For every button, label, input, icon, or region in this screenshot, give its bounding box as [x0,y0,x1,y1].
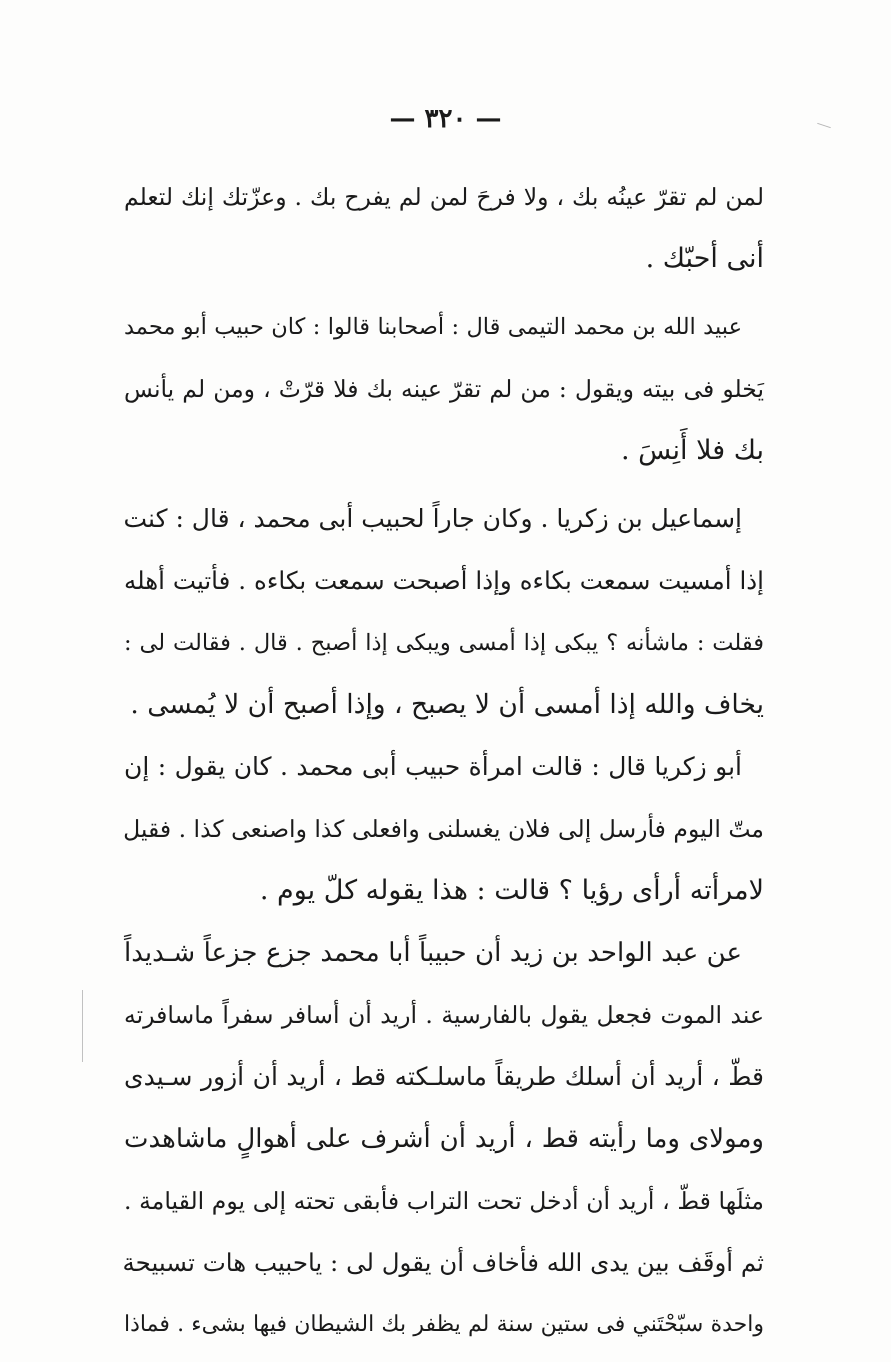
text-line: قطّ ، أريد أن أسلك طريقاً ماسلـكته قط ، أريد أن أزور سـيدى [124,1062,764,1091]
paragraph [124,296,764,482]
text-line: لمن لم تقرّ عينُه بك ، ولا فرحَ لمن لم يفرح بك . وعزّتك إنك لتعلم [124,183,764,211]
text-line: متّ اليوم فأرسل إلى فلان يغسلنى وافعلى كذا واصنعى كذا . فقيل [123,815,764,843]
text-line: واحدة سبّحْتَني فى ستين سنة لم يظفر بك الشيطان فيها بشىء . فماذا [124,1312,764,1337]
paragraph [124,922,764,1356]
text-line: فقلت : ماشأنه ؟ يبكى إذا أمسى ويبكى إذا أصبح . قال . فقالت لى : [124,630,764,656]
paragraph [124,488,764,736]
text-line: أنى أحبّك . [645,243,764,274]
text-line: عن عبد الواحد بن زيد أن حبيباً أبا محمد جزع جزعاً شـديداً [124,938,742,968]
page-number: — ٣٢٠ — [389,104,502,134]
text-line: يخاف والله إذا أمسى أن لا يصبح ، وإذا أصبح أن لا يُمسى . [130,689,764,720]
text-line: لامرأته أرأى رؤيا ؟ قالت : هذا يقوله كلّ يوم . [259,875,764,906]
text-line: بك فلا أَنِسَ . [620,435,764,466]
text-line: عند الموت فجعل يقول بالفارسية . أريد أن أسافر سفراً ماسافرته [124,1001,764,1029]
text-line: إذا أمسيت سمعت بكاءه وإذا أصبحت سمعت بكاءه . فأتيت أهله [124,566,764,595]
text-line: يَخلو فى بيته ويقول : من لم تقرّ عينه بك فلا قرّتْ ، ومن لم يأنس [124,375,764,403]
margin-mark [82,990,83,1062]
text-line: إسماعيل بن زكريا . وكان جاراً لحبيب أبى محمد ، قال : كنت [123,504,742,533]
page-body [124,166,764,1356]
text-line: أبو زكريا قال : قالت امرأة حبيب أبى محمد . كان يقول : إن [124,752,742,781]
text-line: مثلَها قطّ ، أريد أن أدخل تحت التراب فأبقى تحته إلى يوم القيامة . [124,1187,764,1215]
paragraph [124,166,764,290]
text-line: ثم أوقَف بين يدى الله فأخاف أن يقول لى : ياحبيب هات تسبيحة [122,1248,764,1277]
text-line: ومولاى وما رأيته قط ، أريد أن أشرف على أهوالٍ ماشاهدت [124,1124,764,1154]
paragraph [124,736,764,922]
text-line: عبيد الله بن محمد التيمى قال : أصحابنا قالوا : كان حبيب أبو محمد [124,314,742,340]
